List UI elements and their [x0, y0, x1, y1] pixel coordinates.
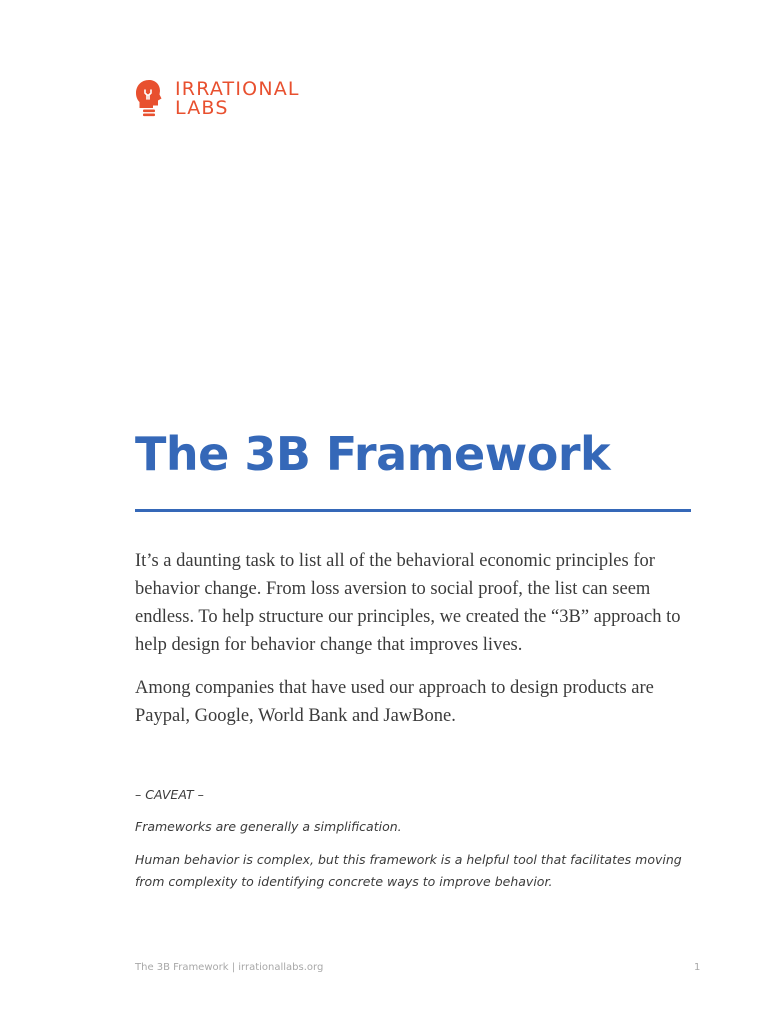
caveat-heading: – CAVEAT – [135, 787, 204, 802]
page-number: 1 [694, 962, 701, 973]
brand-name-line2: LABS [175, 97, 229, 119]
companies-paragraph: Among companies that have used our approach to design products are Paypal, Google, World Bank and JawBone. [135, 678, 654, 726]
caveat-line: Frameworks are generally a simplification. [135, 819, 402, 834]
brand-name-line1: IRRATIONAL [175, 78, 300, 100]
caveat-line: Human behavior is complex, but this framework is a helpful tool that facilitates moving from complexity to identifying concrete ways to improve behavior. [135, 852, 682, 889]
lightbulb-head-icon [135, 79, 165, 119]
document-title: The 3B Framework [135, 427, 611, 481]
brand-wordmark [175, 80, 300, 118]
footer-text: The 3B Framework | irrationallabs.org [135, 962, 324, 973]
intro-paragraph: It’s a daunting task to list all of the behavioral economic principles for behavior change. From loss aversion to social proof, the list can seem endless. To help structure our principles, we created the “3B” approach to help design for behavior change that improves lives. [135, 551, 681, 655]
title-divider [135, 509, 691, 512]
